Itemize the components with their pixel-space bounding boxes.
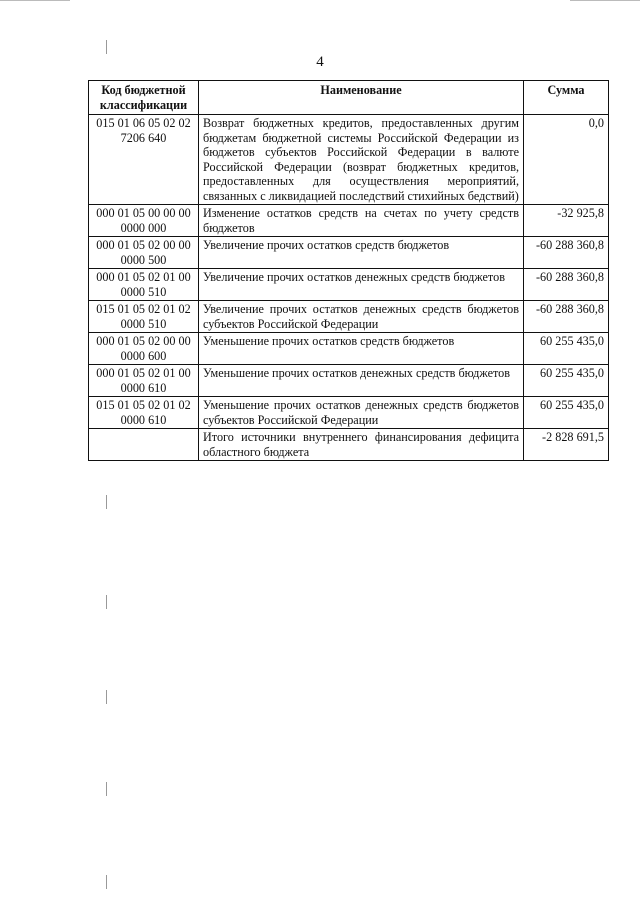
row-code: 000 01 05 02 01 00 0000 510 [89, 269, 199, 301]
row-code: 000 01 05 00 00 00 0000 000 [89, 205, 199, 237]
header-sum: Сумма [524, 81, 609, 115]
page-number: 4 [316, 54, 324, 70]
table-row [89, 205, 609, 237]
row-sum: -2 828 691,5 [524, 429, 609, 461]
row-name: Увеличение прочих остатков денежных средств бюджетов [199, 269, 524, 301]
header-name: Наименование [199, 81, 524, 115]
row-code: 015 01 05 02 01 02 0000 610 [89, 397, 199, 429]
row-sum: -60 288 360,8 [524, 269, 609, 301]
row-sum: 0,0 [524, 115, 609, 205]
row-code: 015 01 05 02 01 02 0000 510 [89, 301, 199, 333]
scan-margin-mark [106, 782, 107, 796]
row-name: Уменьшение прочих остатков денежных средств бюджетов [199, 365, 524, 397]
scan-margin-mark [106, 495, 107, 509]
table-row [89, 301, 609, 333]
row-code: 015 01 06 05 02 02 7206 640 [89, 115, 199, 205]
row-sum: 60 255 435,0 [524, 365, 609, 397]
row-code: 000 01 05 02 00 00 0000 500 [89, 237, 199, 269]
scan-margin-mark [106, 595, 107, 609]
table-header-row [89, 81, 609, 115]
header-code: Код бюджетной классификации [89, 81, 199, 115]
scan-edge-line [0, 0, 70, 1]
scan-margin-mark [106, 40, 107, 54]
table-row [89, 365, 609, 397]
scan-edge-line [570, 0, 640, 1]
row-name: Уменьшение прочих остатков средств бюджетов [199, 333, 524, 365]
row-name: Увеличение прочих остатков денежных средств бюджетов субъектов Российской Федерации [199, 301, 524, 333]
row-name: Возврат бюджетных кредитов, предоставленных другим бюджетам бюджетной системы Российской Федерации из бюджетов субъектов Российской Федерации в валюте Российской Федерации (возврат бюджетных кредитов, предоставленных для осуществления мероприятий, связанных с ликвидацией последствий стихийных бедствий) [199, 115, 524, 205]
row-sum: -60 288 360,8 [524, 301, 609, 333]
budget-sources-table [88, 80, 609, 461]
row-name: Уменьшение прочих остатков денежных средств бюджетов субъектов Российской Федерации [199, 397, 524, 429]
row-code [89, 429, 199, 461]
row-sum: 60 255 435,0 [524, 397, 609, 429]
table-row [89, 237, 609, 269]
row-name: Увеличение прочих остатков средств бюджетов [199, 237, 524, 269]
row-name: Изменение остатков средств на счетах по учету средств бюджетов [199, 205, 524, 237]
table-total-row [89, 429, 609, 461]
row-sum: -32 925,8 [524, 205, 609, 237]
scan-margin-mark [106, 690, 107, 704]
table-row [89, 269, 609, 301]
row-sum: -60 288 360,8 [524, 237, 609, 269]
table-row [89, 397, 609, 429]
row-code: 000 01 05 02 00 00 0000 600 [89, 333, 199, 365]
row-sum: 60 255 435,0 [524, 333, 609, 365]
row-name: Итого источники внутреннего финансирования дефицита областного бюджета [199, 429, 524, 461]
table-row [89, 333, 609, 365]
scan-margin-mark [106, 875, 107, 889]
row-code: 000 01 05 02 01 00 0000 610 [89, 365, 199, 397]
table-row [89, 115, 609, 205]
